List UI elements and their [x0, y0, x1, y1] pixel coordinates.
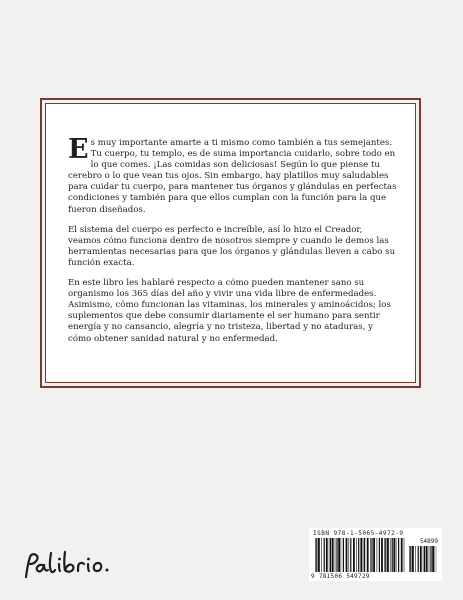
isbn-label: ISBN 978-1-5065-4972-9 [313, 530, 404, 537]
barcode-bars-icon [315, 538, 405, 572]
drop-cap: E [68, 134, 89, 165]
text-panel [45, 103, 416, 383]
logo-text: palibrio. [18, 545, 23, 546]
price-code: 54899 [419, 538, 438, 545]
blurb [68, 134, 397, 354]
barcode-panel [309, 528, 442, 581]
palibrio-logo-icon [18, 545, 130, 583]
paragraph-1 [68, 134, 397, 216]
paragraph-3: En este libro les hablaré respecto a cómo pueden mantener sano su organismo los 365 días del año y vivir una vida libre de enfermedades. Asimismo, cómo funcionan las vitaminas, los minerales y aminoácidos; los suplementos que debe consumir diariamente el ser humano para sentir energía y no cansancio, alegría y no tristeza, libertad y no ataduras, y cómo obtener sanidad natural y no enfermedad. [68, 278, 391, 344]
barcode-addon-bars-icon [409, 546, 437, 572]
barcode-number: 9 781506 549729 [311, 573, 370, 580]
publisher-logo [18, 545, 130, 583]
text-frame [40, 98, 421, 388]
paragraph-2: El sistema del cuerpo es perfecto e increíble, así lo hizo el Creador, veamos cómo funciona dentro de nosotros siempre y cuando le demos las herramientas necesarias para que los órganos y glándulas lleven a cabo su función exacta. [68, 224, 396, 268]
paragraph-1-text: s muy importante amarte a ti mismo como también a tus semejantes. Tu cuerpo, tu templo, es de suma importancia cuidarlo, sobre todo en lo que comes. ¡Las comidas son deliciosas! Según lo que piense tu cerebro o lo que vean tus ojos. Sin embargo, hay platillos muy saludables para cuidar tu cuerpo, para mantener tus órganos y glándulas en perfectas condiciones y también para que ellos cumplan con la función para la que fueron diseñados. [68, 138, 397, 215]
